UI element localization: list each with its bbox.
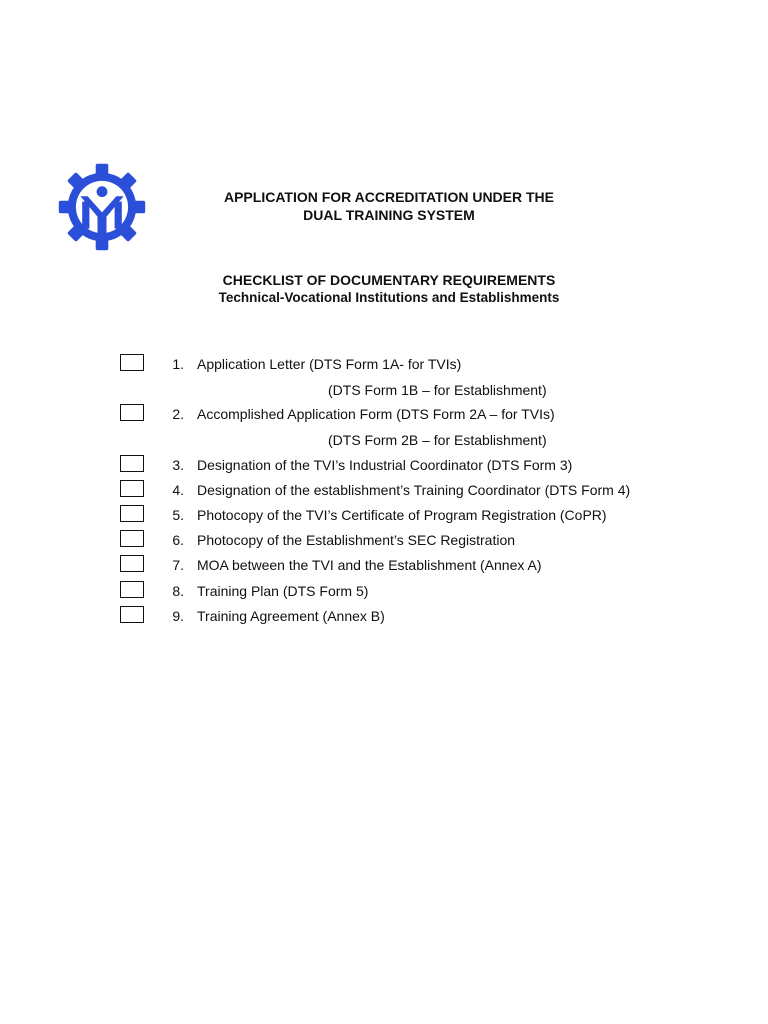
checkbox[interactable] [120,354,144,371]
checkbox[interactable] [120,530,144,547]
item-number: 9. [172,608,184,624]
checkbox[interactable] [120,606,144,623]
checklist-item-1 [0,354,768,374]
item-text: Training Plan (DTS Form 5) [197,583,369,599]
checklist-item-8 [0,581,768,601]
checkbox[interactable] [120,404,144,421]
item-text: Training Agreement (Annex B) [197,608,385,624]
item-text: Designation of the TVI’s Industrial Coordinator (DTS Form 3) [197,457,573,473]
checkbox[interactable] [120,455,144,472]
checkbox[interactable] [120,480,144,497]
title-line-1: APPLICATION FOR ACCREDITATION UNDER THE [223,189,555,205]
checklist-item-7 [0,555,768,575]
item-number: 4. [172,482,184,498]
checkbox[interactable] [120,581,144,598]
document-title [150,188,628,224]
item-number: 2. [172,406,184,422]
item-number: 6. [172,532,184,548]
checklist-subtitle: Technical-Vocational Institutions and Establishments [218,290,560,305]
checklist-item-4 [0,480,768,500]
checklist-heading [150,271,628,307]
item-text: MOA between the TVI and the Establishment (Annex A) [197,557,542,573]
item-text: Photocopy of the TVI’s Certificate of Program Registration (CoPR) [197,507,607,523]
checklist-item-5 [0,505,768,525]
checklist-item-3 [0,455,768,475]
item-number: 1. [172,356,184,372]
item-text: Application Letter (DTS Form 1A- for TVIs) [197,356,462,372]
title-line-2: DUAL TRAINING SYSTEM [303,207,475,223]
tesda-gear-logo-icon [57,162,147,252]
checklist-title: CHECKLIST OF DOCUMENTARY REQUIREMENTS [222,272,556,288]
item-text: Designation of the establishment’s Training Coordinator (DTS Form 4) [197,482,631,498]
checkbox[interactable] [120,555,144,572]
item-number: 7. [172,557,184,573]
item-continuation: (DTS Form 1B – for Establishment) [328,382,547,398]
item-continuation: (DTS Form 2B – for Establishment) [328,432,547,448]
checkbox[interactable] [120,505,144,522]
item-number: 3. [172,457,184,473]
checklist-item-9 [0,606,768,626]
item-text: Accomplished Application Form (DTS Form 2A – for TVIs) [197,406,555,422]
item-text: Photocopy of the Establishment’s SEC Registration [197,532,516,548]
item-number: 8. [172,583,184,599]
checklist-item-2 [0,404,768,424]
checklist-item-6 [0,530,768,550]
item-number: 5. [172,507,184,523]
